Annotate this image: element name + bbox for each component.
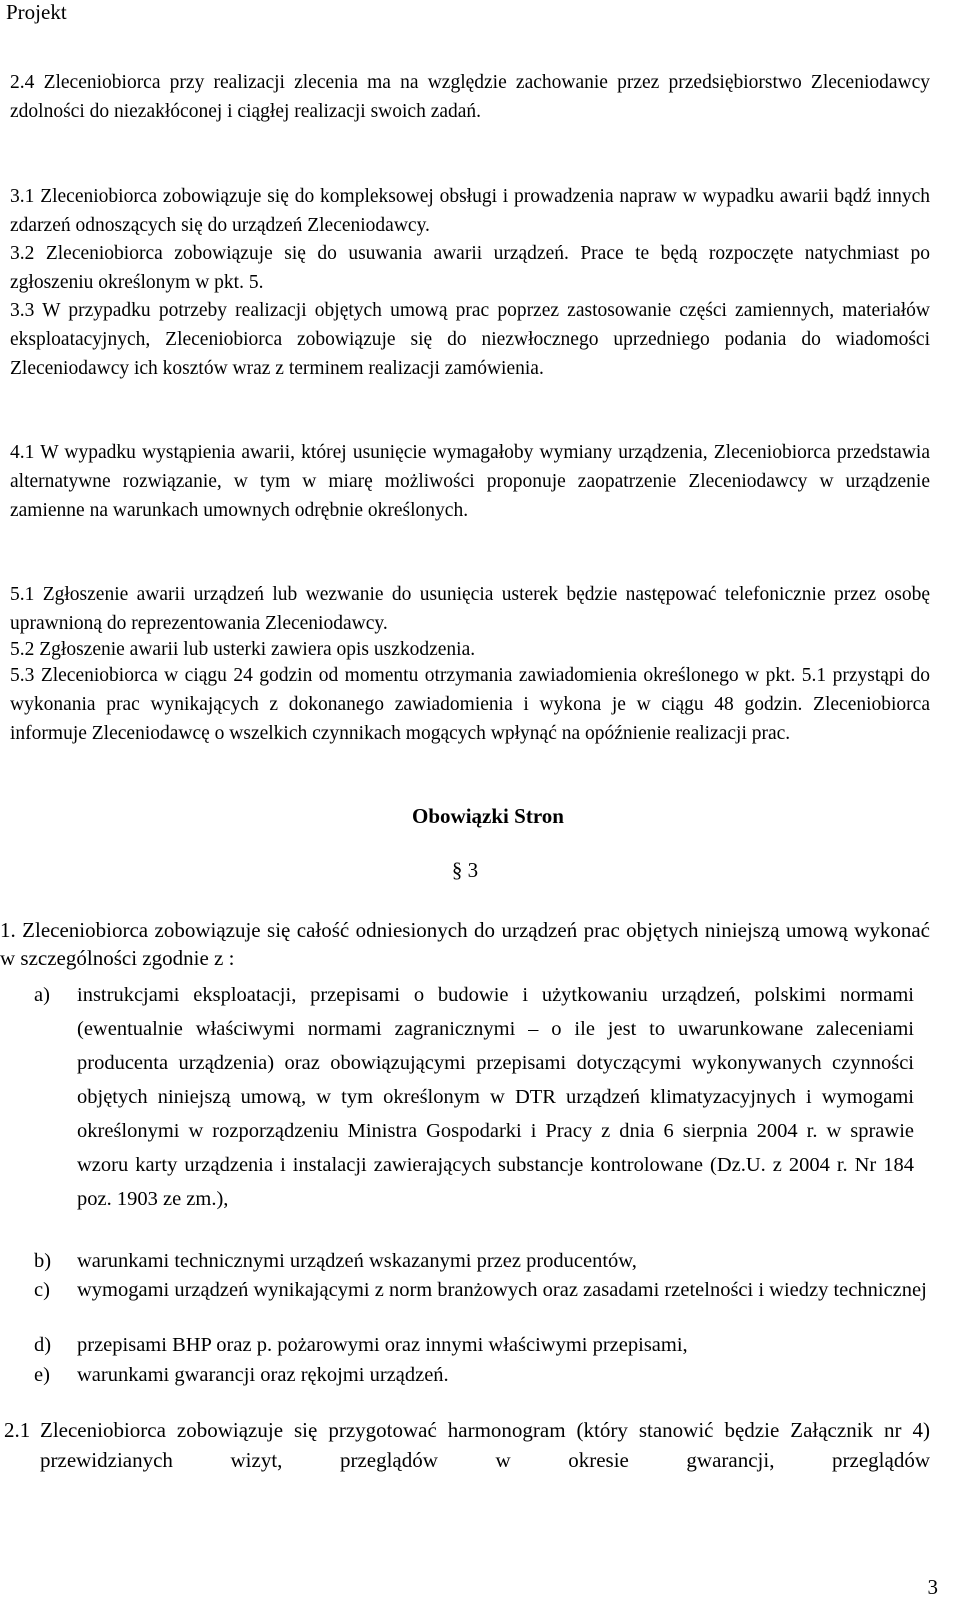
document-header	[6, 0, 67, 25]
list-item-label: e)	[34, 1364, 50, 1386]
section-5-1	[10, 580, 930, 638]
section-text: Zgłoszenie awarii urządzeń lub wezwanie do usunięcia usterek będzie następować telefonicznie przez osobę uprawnioną do reprezentowania Zleceniodawcy.	[10, 584, 930, 634]
page-number-text: 3	[927, 1575, 938, 1599]
section-4-1	[10, 438, 930, 525]
section-text: Zleceniobiorca zobowiązuje się do usuwania awarii urządzeń. Prace te będą rozpoczęte natychmiast po zgłoszeniu określonym w pkt. 5.	[10, 243, 931, 293]
list-item-label: b)	[34, 1250, 52, 1272]
section-text: Zleceniobiorca zobowiązuje się przygotować harmonogram (który stanowić będzie Załącznik nr 4) przewidzianych wizyt, przeglądów w okresie gwarancji, przeglądów	[40, 1418, 930, 1472]
page-number	[928, 1575, 939, 1600]
section-number: 2.1	[4, 1418, 31, 1442]
heading-text: Obowiązki Stron	[412, 804, 564, 828]
section-3-3	[10, 296, 930, 383]
section-3-1	[10, 182, 930, 240]
section-number: 2.4	[10, 72, 35, 93]
list-item-text: instrukcjami eksploatacji, przepisami o budowie i użytkowaniu urządzeń, polskimi normami (ewentualnie właściwymi normami zagranicznymi – o ile jest to uwarunkowane zaleceniami producenta urządzenia) oraz obowiązującymi przepisami dotyczącymi wykonywanych czynności objętych niniejszą umową, w tym określonym w DTR urządzeń klimatyzacyjnych i wymogami określonymi w rozporządzeniu Ministra Gospodarki i Pracy z dnia 6 sierpnia 2004 r. w sprawie wzoru karty urządzenia i instalacji zawierających substancje kontrolowane (Dz.U. z 2004 r. Nr 184 poz. 1903 ze zm.),	[77, 984, 914, 1210]
list-item-text: warunkami gwarancji oraz rękojmi urządzeń.	[77, 1364, 449, 1386]
section-heading	[0, 804, 960, 829]
section-text: Zgłoszenie awarii lub usterki zawiera opis uszkodzenia.	[39, 639, 476, 660]
obligations-intro	[0, 916, 930, 972]
section-text: Zleceniobiorca w ciągu 24 godzin od momentu otrzymania zawiadomienia określonego w pkt. 5.1 przystąpi do wykonania prac wynikających z dokonanego zawiadomienia i wykona je w ciągu 48 godzin. Zleceniobiorca informuje Zleceniodawcę o wszelkich czynnikach mogących wpłynąć na opóźnienie realizacji prac.	[10, 665, 931, 744]
section-number: 5.1	[10, 584, 35, 605]
list-item	[34, 978, 914, 1216]
section-text: Zleceniobiorca zobowiązuje się do kompleksowej obsługi i prowadzenia napraw w wypadku awarii bądź innych zdarzeń odnoszących się do urządzeń Zleceniodawcy.	[10, 186, 931, 236]
list-item-label: c)	[34, 1279, 50, 1301]
section-5-3	[10, 661, 930, 748]
list-item-text: wymogami urządzeń wynikającymi z norm branżowych oraz zasadami rzetelności i wiedzy technicznej	[77, 1279, 927, 1301]
section-text: W przypadku potrzeby realizacji objętych umową prac poprzez zastosowanie części zamiennych, materiałów eksploatacyjnych, Zleceniobiorca zobowiązuje się do niezwłocznego uprzedniego podania do wiadomości Zleceniodawcy ich kosztów wraz z terminem realizacji zamówienia.	[10, 300, 930, 379]
list-item-label: a)	[34, 984, 50, 1006]
section-3-2	[10, 239, 930, 297]
list-item-text: warunkami technicznymi urządzeń wskazanymi przez producentów,	[77, 1250, 637, 1272]
section-text: Zleceniobiorca przy realizacji zlecenia ma na względzie zachowanie przez przedsiębiorstwo Zleceniodawcy zdolności do niezakłóconej i ciągłej realizacji swoich zadań.	[10, 72, 931, 122]
list-item-label: d)	[34, 1334, 52, 1356]
section-number: 3.1	[10, 186, 35, 207]
list-item	[34, 1247, 914, 1275]
header-title: Projekt	[6, 0, 67, 24]
section-number: 4.1	[10, 442, 35, 463]
section-text: W wypadku wystąpienia awarii, której usunięcie wymagałoby wymiany urządzenia, Zleceniobiorca przedstawia alternatywne rozwiązanie, w tym w miarę możliwości proponuje zaopatrzenie Zleceniodawcy w urządzenie zamienne na warunkach umownych odrębnie określonych.	[10, 442, 930, 521]
section-sign	[0, 858, 930, 883]
list-item-text: przepisami BHP oraz p. pożarowymi oraz innymi właściwymi przepisami,	[77, 1334, 688, 1356]
section-5-2	[10, 635, 930, 664]
list-item	[34, 1331, 914, 1359]
section-sign-text: § 3	[451, 858, 479, 882]
section-number: 3.3	[10, 300, 35, 321]
section-2-1	[4, 1415, 930, 1475]
section-2-4	[10, 68, 930, 126]
section-number: 5.2	[10, 639, 35, 660]
list-item	[34, 1276, 929, 1304]
section-number: 3.2	[10, 243, 35, 264]
intro-text: 1. Zleceniobiorca zobowiązuje się całość odniesionych do urządzeń prac objętych niniejszą umową wykonać w szczególności zgodnie z :	[0, 918, 930, 970]
section-number: 5.3	[10, 665, 35, 686]
list-item	[34, 1361, 914, 1389]
